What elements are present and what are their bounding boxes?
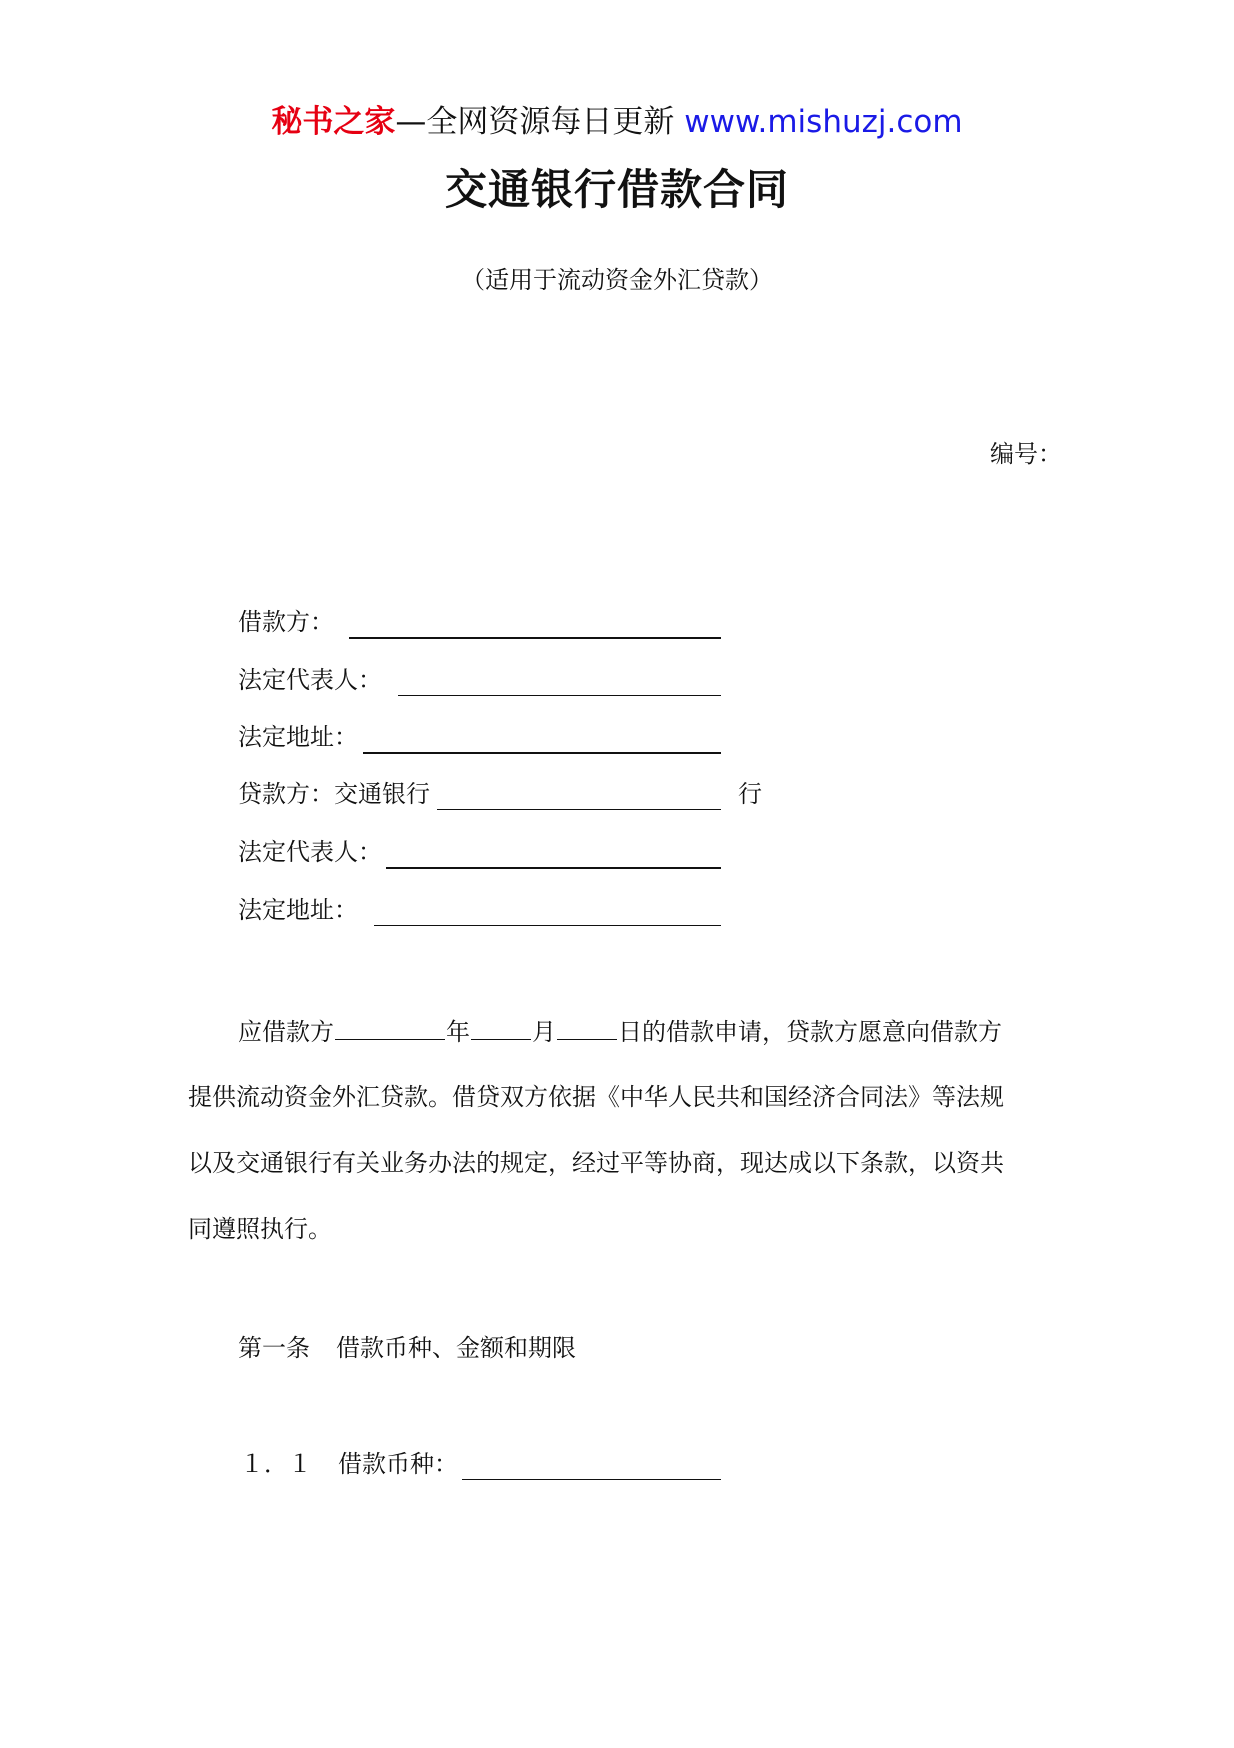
preamble-text: 应借款方: [238, 1018, 334, 1046]
blank-line: [386, 867, 721, 869]
blank-line: [398, 695, 721, 696]
preamble-line-1: [238, 1013, 1002, 1050]
blank-line: [462, 1479, 721, 1480]
blank-line: [471, 1013, 531, 1040]
party-borrower-row: [238, 604, 334, 640]
article-title: 借款币种、金额和期限: [336, 1334, 576, 1362]
blank-line: [437, 809, 721, 810]
preamble-line-2: 提供流动资金外汇贷款。借贷双方依据《中华人民共和国经济合同法》等法规: [188, 1083, 1004, 1111]
party-borrower-address-row: [238, 719, 358, 755]
preamble-text: 月: [532, 1018, 556, 1046]
site-url-link[interactable]: www.mishuzj.com: [684, 104, 963, 140]
party-label: 贷款方：交通银行: [238, 780, 430, 808]
preamble-line-4: 同遵照执行。: [188, 1215, 332, 1243]
site-banner: [0, 100, 1234, 144]
party-label: 法定地址：: [238, 896, 358, 924]
article-number: 第一条: [238, 1334, 310, 1362]
party-lender-row: [238, 776, 762, 812]
clause-1-1-row: [240, 1446, 458, 1482]
clause-number: １．１: [240, 1450, 312, 1478]
article-1-heading: [238, 1330, 576, 1366]
blank-line: [363, 752, 721, 754]
blank-line: [349, 637, 721, 639]
blank-line: [335, 1013, 445, 1040]
banner-tagline: —全网资源每日更新: [395, 104, 675, 140]
party-label: 借款方：: [238, 608, 334, 636]
party-label: 法定地址：: [238, 723, 358, 751]
document-title: 交通银行借款合同: [444, 165, 789, 214]
clause-label: 借款币种：: [338, 1450, 458, 1478]
preamble-text: 年: [446, 1018, 470, 1046]
party-lender-rep-row: [238, 834, 382, 870]
party-borrower-rep-row: [238, 662, 382, 698]
preamble-line-3: 以及交通银行有关业务办法的规定，经过平等协商，现达成以下条款，以资共: [188, 1149, 1004, 1177]
preamble-text: 日的借款申请，贷款方愿意向借款方: [618, 1018, 1002, 1046]
contract-number-label: 编号：: [990, 440, 1062, 468]
branch-suffix: 行: [738, 780, 762, 808]
document-subtitle: （适用于流动资金外汇贷款）: [461, 266, 773, 294]
blank-line: [374, 925, 721, 926]
blank-line: [557, 1013, 617, 1040]
party-label: 法定代表人：: [238, 838, 382, 866]
party-lender-address-row: [238, 892, 358, 928]
party-label: 法定代表人：: [238, 666, 382, 694]
brand-name: 秘书之家: [271, 104, 396, 140]
